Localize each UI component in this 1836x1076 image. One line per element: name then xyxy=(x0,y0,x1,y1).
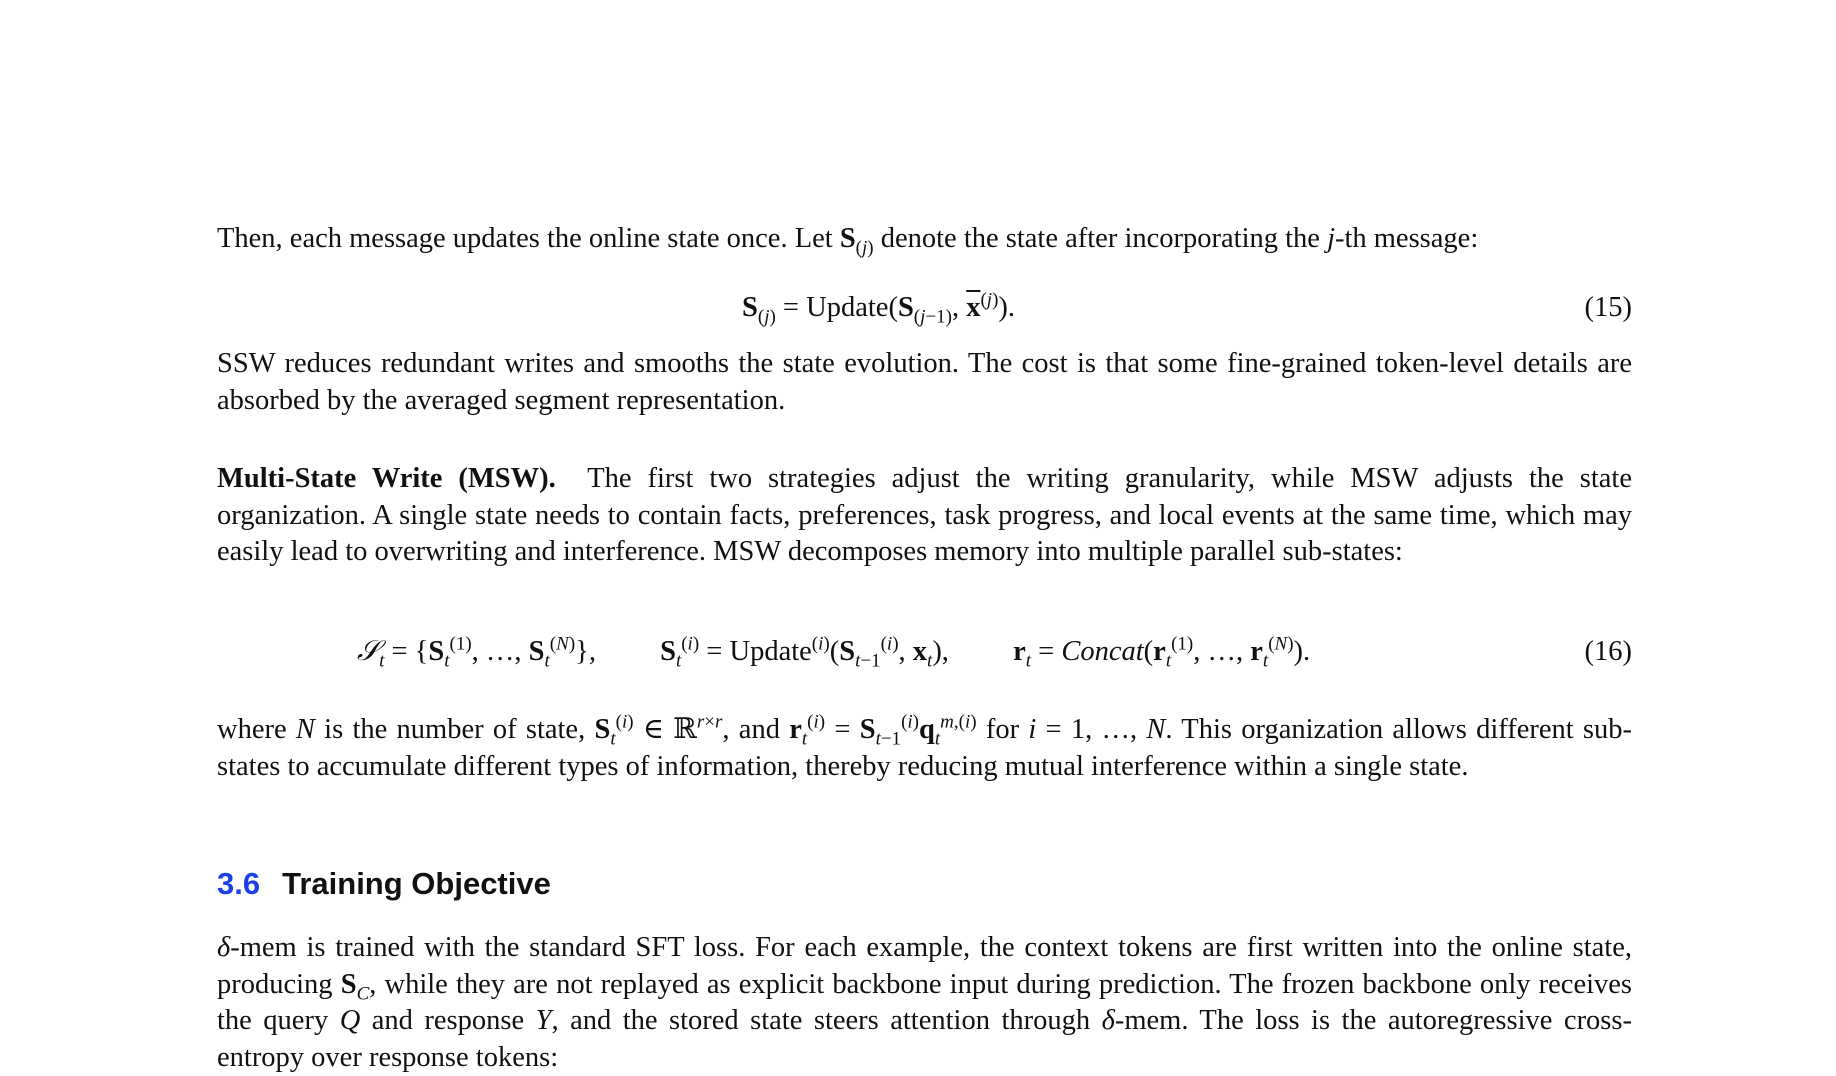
equation-15-body: $S_{(j)}$ = $Update(S_{(j-1)}$, $\overline{x}^{(j)}$). xyxy=(742,289,1016,328)
text-run: Then, each message updates the online state once. Let xyxy=(217,223,833,254)
equation-16 xyxy=(217,633,1632,676)
text-run: , and the stored state steers attention through xyxy=(551,1005,1091,1036)
paragraph-msw xyxy=(217,461,1632,571)
text-run: -mem. The loss is the autoregressive cross-entropy over response tokens: xyxy=(217,1005,1632,1073)
equation-15 xyxy=(217,289,1632,332)
text-run: , while they are not replayed as explicit backbone input during prediction. The frozen backbone only receives the query xyxy=(217,968,1633,1036)
paragraph-ssw: SSW reduces redundant writes and smooths the state evolution. The cost is that some fine-grained token-level details are absorbed by the averaged segment representation. xyxy=(217,348,1632,416)
text-run: where xyxy=(217,714,287,745)
concat-fn: Concat xyxy=(1061,636,1144,667)
update-fn: Update xyxy=(806,292,889,323)
text-run: for xyxy=(985,714,1020,745)
equation-16-body: 𝒮$_t$ = {$S_t^{(1)}$, …, $S_t^{(N)}$}, $S_t^{(i)}$ = $Update^{(i)}(S_{t-1}^{(i)}$, $x_t$), $r_t$ = $Concat(r_t^{(1)}$, …, $r_t^{(N)}$). xyxy=(357,633,1311,672)
text-run: denote the state after incorporating the xyxy=(880,223,1320,254)
text-run: and response xyxy=(371,1005,525,1036)
text-run: -th message: xyxy=(1334,223,1479,254)
section-title: Training Objective xyxy=(282,866,551,901)
text-run: . This organization allows different sub-states to accumulate different types of information, thereby reducing mutual interference within a single state. xyxy=(217,714,1633,782)
equation-15-label: (15) xyxy=(1584,292,1632,323)
update-fn: Update xyxy=(729,636,812,667)
equation-16-label: (16) xyxy=(1584,636,1632,667)
paragraph-message-update: Then, each message updates the online state once. Let $S_{(j)}$ denote the state after incorporating the j-th message: xyxy=(217,223,1479,259)
paragraph-heading: Multi-State Write (MSW). xyxy=(217,463,556,494)
text-run: -mem is trained with the standard SFT loss. For each example, the context tokens are first written into the online state, producing xyxy=(217,932,1632,1000)
section-heading xyxy=(217,866,551,902)
paragraph-training: δ-mem is trained with the standard SFT loss. For each example, the context tokens are first written into the online state, producing $S_C$, while they are not replayed as explicit backbone input during prediction. The frozen backbone only receives the query Q and response Y, and the stored state steers attention through δ-mem. The loss is the autoregressive cross-entropy over response tokens: xyxy=(217,932,1633,1073)
text-run: is the number of state, xyxy=(324,714,586,745)
text-run: The first two strategies adjust the writing granularity, while MSW adjusts the state organization. A single state needs to contain facts, preferences, task progress, and local events at the same time, which may easily lead to overwriting and interference. MSW decomposes memory into multiple parallel sub-states: xyxy=(217,463,1632,567)
text-run: , and xyxy=(722,714,780,745)
paragraph-substates: where N is the number of state, $S_t^{(i)}$ ∈ ℝ$^{r\times r}$, and $r_t^{(i)} = S_{t-1}^{(i)}q_t^{m,(i)}$ for i = 1, …, N. This organization allows different sub-states to accumulate different types of information, thereby reducing mutual interference within a single state. xyxy=(217,711,1633,782)
section-number: 3.6 xyxy=(217,866,261,901)
